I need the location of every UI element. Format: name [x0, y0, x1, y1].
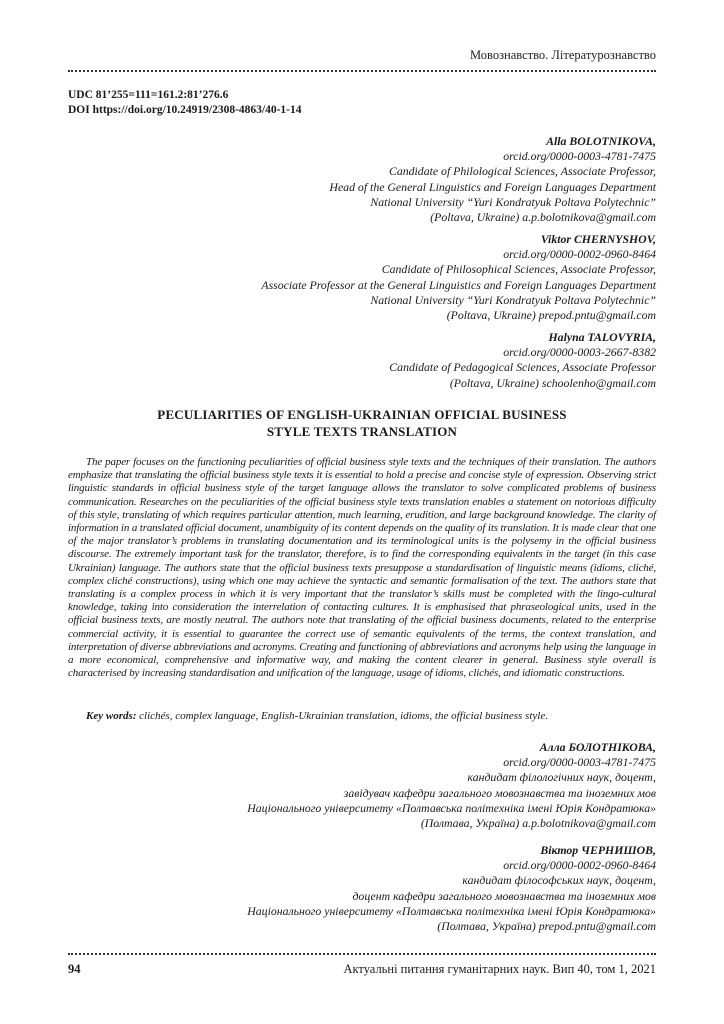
author-location-email: (Полтава, Україна) prepod.pntu@gmail.com	[437, 919, 656, 934]
author-affiliation: National University “Yuri Kondratyuk Poltava Polytechnic”	[370, 292, 656, 307]
author-en-3	[96, 330, 656, 391]
article-identifiers	[68, 88, 302, 118]
author-position: завідувач кафедри загального мовознавства та іноземних мов	[343, 785, 656, 800]
author-degree: кандидат філологічних наук, доцент,	[467, 770, 656, 785]
header-divider	[68, 70, 656, 72]
author-name: Алла БОЛОТНІКОВА,	[539, 740, 656, 754]
author-degree: кандидат філософських наук, доцент,	[462, 873, 656, 888]
author-uk-1	[96, 740, 656, 831]
author-position: Head of the General Linguistics and Foreign Languages Department	[329, 179, 656, 194]
title-line-2: STYLE TEXTS TRANSLATION	[266, 424, 458, 439]
author-location-email: (Poltava, Ukraine) prepod.pntu@gmail.com	[446, 308, 656, 323]
author-en-2	[96, 232, 656, 323]
udc-code: UDC 81’255=111=161.2:81’276.6	[68, 89, 229, 101]
author-orcid[interactable]: orcid.org/0000-0003-4781-7475	[503, 149, 656, 164]
abstract: The paper focuses on the functioning peculiarities of official business style texts and the techniques of their translation. The authors emphasize that translating the official business style texts it is essential to hold a precise and concise style of expression. Observing strict linguistic standards in official business style of the target language allows the translator to solve complicated problems of business communication. Researches on the peculiarities of the official business style texts translation enables a statement on notorious difficulty of this style, translating of which requires particular attention, much learning, erudition, and large background knowledge. The clarity of information in a translated official document, unambiguity of its content depends on the quality of its translation. It is made clear that one of the major translator’s problems in translating documentation and its terminological units is the polysemy in the official business discourse. The extremely important task for the translator, therefore, is to find the corresponding equivalents in the target (in this case Ukrainian) language. The authors state that the official business texts presuppose a standardisation of linguistic means (idioms, cliché, complex cliché constructions), using which one may achieve the syntactic and semantic formalisation of the text. The authors state that translating is a complex process in which it is very important that the translator’s skills must be completed with the lingo-cultural knowledge, taking into consideration the interrelation of contacting cultures. It is emphasised that phraseological units, used in the official business texts, are mostly neutral. The authors note that translating of the official business documents, related to the enterprise commercial activity, it is essential to guarantee the correct use of semantic equivalents of the terms, the context translation, and interpretation of diverse abbreviations and acronyms. Creating and functioning of abbreviations and acronyms help using the language in a more economical, comprehensive and informative way, and making the content clearer in general. Business style overall is characterised by increasing standardisation and unification of the language, usage of idioms, clichés, and idiomatic constructions.	[68, 456, 656, 680]
author-orcid[interactable]: orcid.org/0000-0002-0960-8464	[503, 858, 656, 873]
author-affiliation: National University “Yuri Kondratyuk Poltava Polytechnic”	[370, 194, 656, 209]
author-orcid[interactable]: orcid.org/0000-0003-2667-8382	[503, 345, 656, 360]
author-name: Віктор ЧЕРНИШОВ,	[540, 843, 656, 857]
article-title	[68, 406, 656, 440]
author-position: Associate Professor at the General Linguistics and Foreign Languages Department	[261, 277, 656, 292]
author-location-email: (Полтава, Україна) a.p.bolotnikova@gmail.com	[420, 816, 656, 831]
doi-link[interactable]: DOI https://doi.org/10.24919/2308-4863/40-1-14	[68, 104, 302, 116]
keywords-text: clichés, complex language, English-Ukrainian translation, idioms, the official business style.	[136, 710, 548, 722]
running-head: Мовознавство. Літературознавство	[469, 48, 656, 62]
author-name: Alla BOLOTNIKOVA,	[546, 134, 656, 148]
journal-citation: Актуальні питання гуманітарних наук. Вип 40, том 1, 2021	[343, 962, 656, 976]
author-orcid[interactable]: orcid.org/0000-0002-0960-8464	[503, 247, 656, 262]
author-degree: Candidate of Philosophical Sciences, Associate Professor,	[381, 262, 656, 277]
author-affiliation: Національного університету «Полтавська політехніка імені Юрія Кондратюка»	[247, 800, 656, 815]
author-degree: Candidate of Philological Sciences, Associate Professor,	[388, 164, 656, 179]
author-en-1	[96, 134, 656, 225]
keywords-label: Key words:	[86, 710, 137, 722]
author-name: Viktor CHERNYSHOV,	[540, 232, 656, 246]
author-position: доцент кафедри загального мовознавства та іноземних мов	[352, 888, 656, 903]
author-uk-2	[96, 843, 656, 934]
author-affiliation: Національного університету «Полтавська політехніка імені Юрія Кондратюка»	[247, 903, 656, 918]
author-name: Halyna TALOVYRIA,	[548, 330, 656, 344]
author-degree: Candidate of Pedagogical Sciences, Associate Professor	[389, 360, 656, 375]
page-number: 94	[68, 962, 81, 976]
title-line-1: PECULIARITIES OF ENGLISH-UKRAINIAN OFFICIAL BUSINESS	[157, 407, 567, 422]
author-location-email: (Poltava, Ukraine) a.p.bolotnikova@gmail.com	[430, 210, 656, 225]
author-location-email: (Poltava, Ukraine) schoolenho@gmail.com	[449, 375, 656, 390]
footer-divider	[68, 953, 656, 955]
keywords	[68, 710, 656, 723]
author-orcid[interactable]: orcid.org/0000-0003-4781-7475	[503, 755, 656, 770]
